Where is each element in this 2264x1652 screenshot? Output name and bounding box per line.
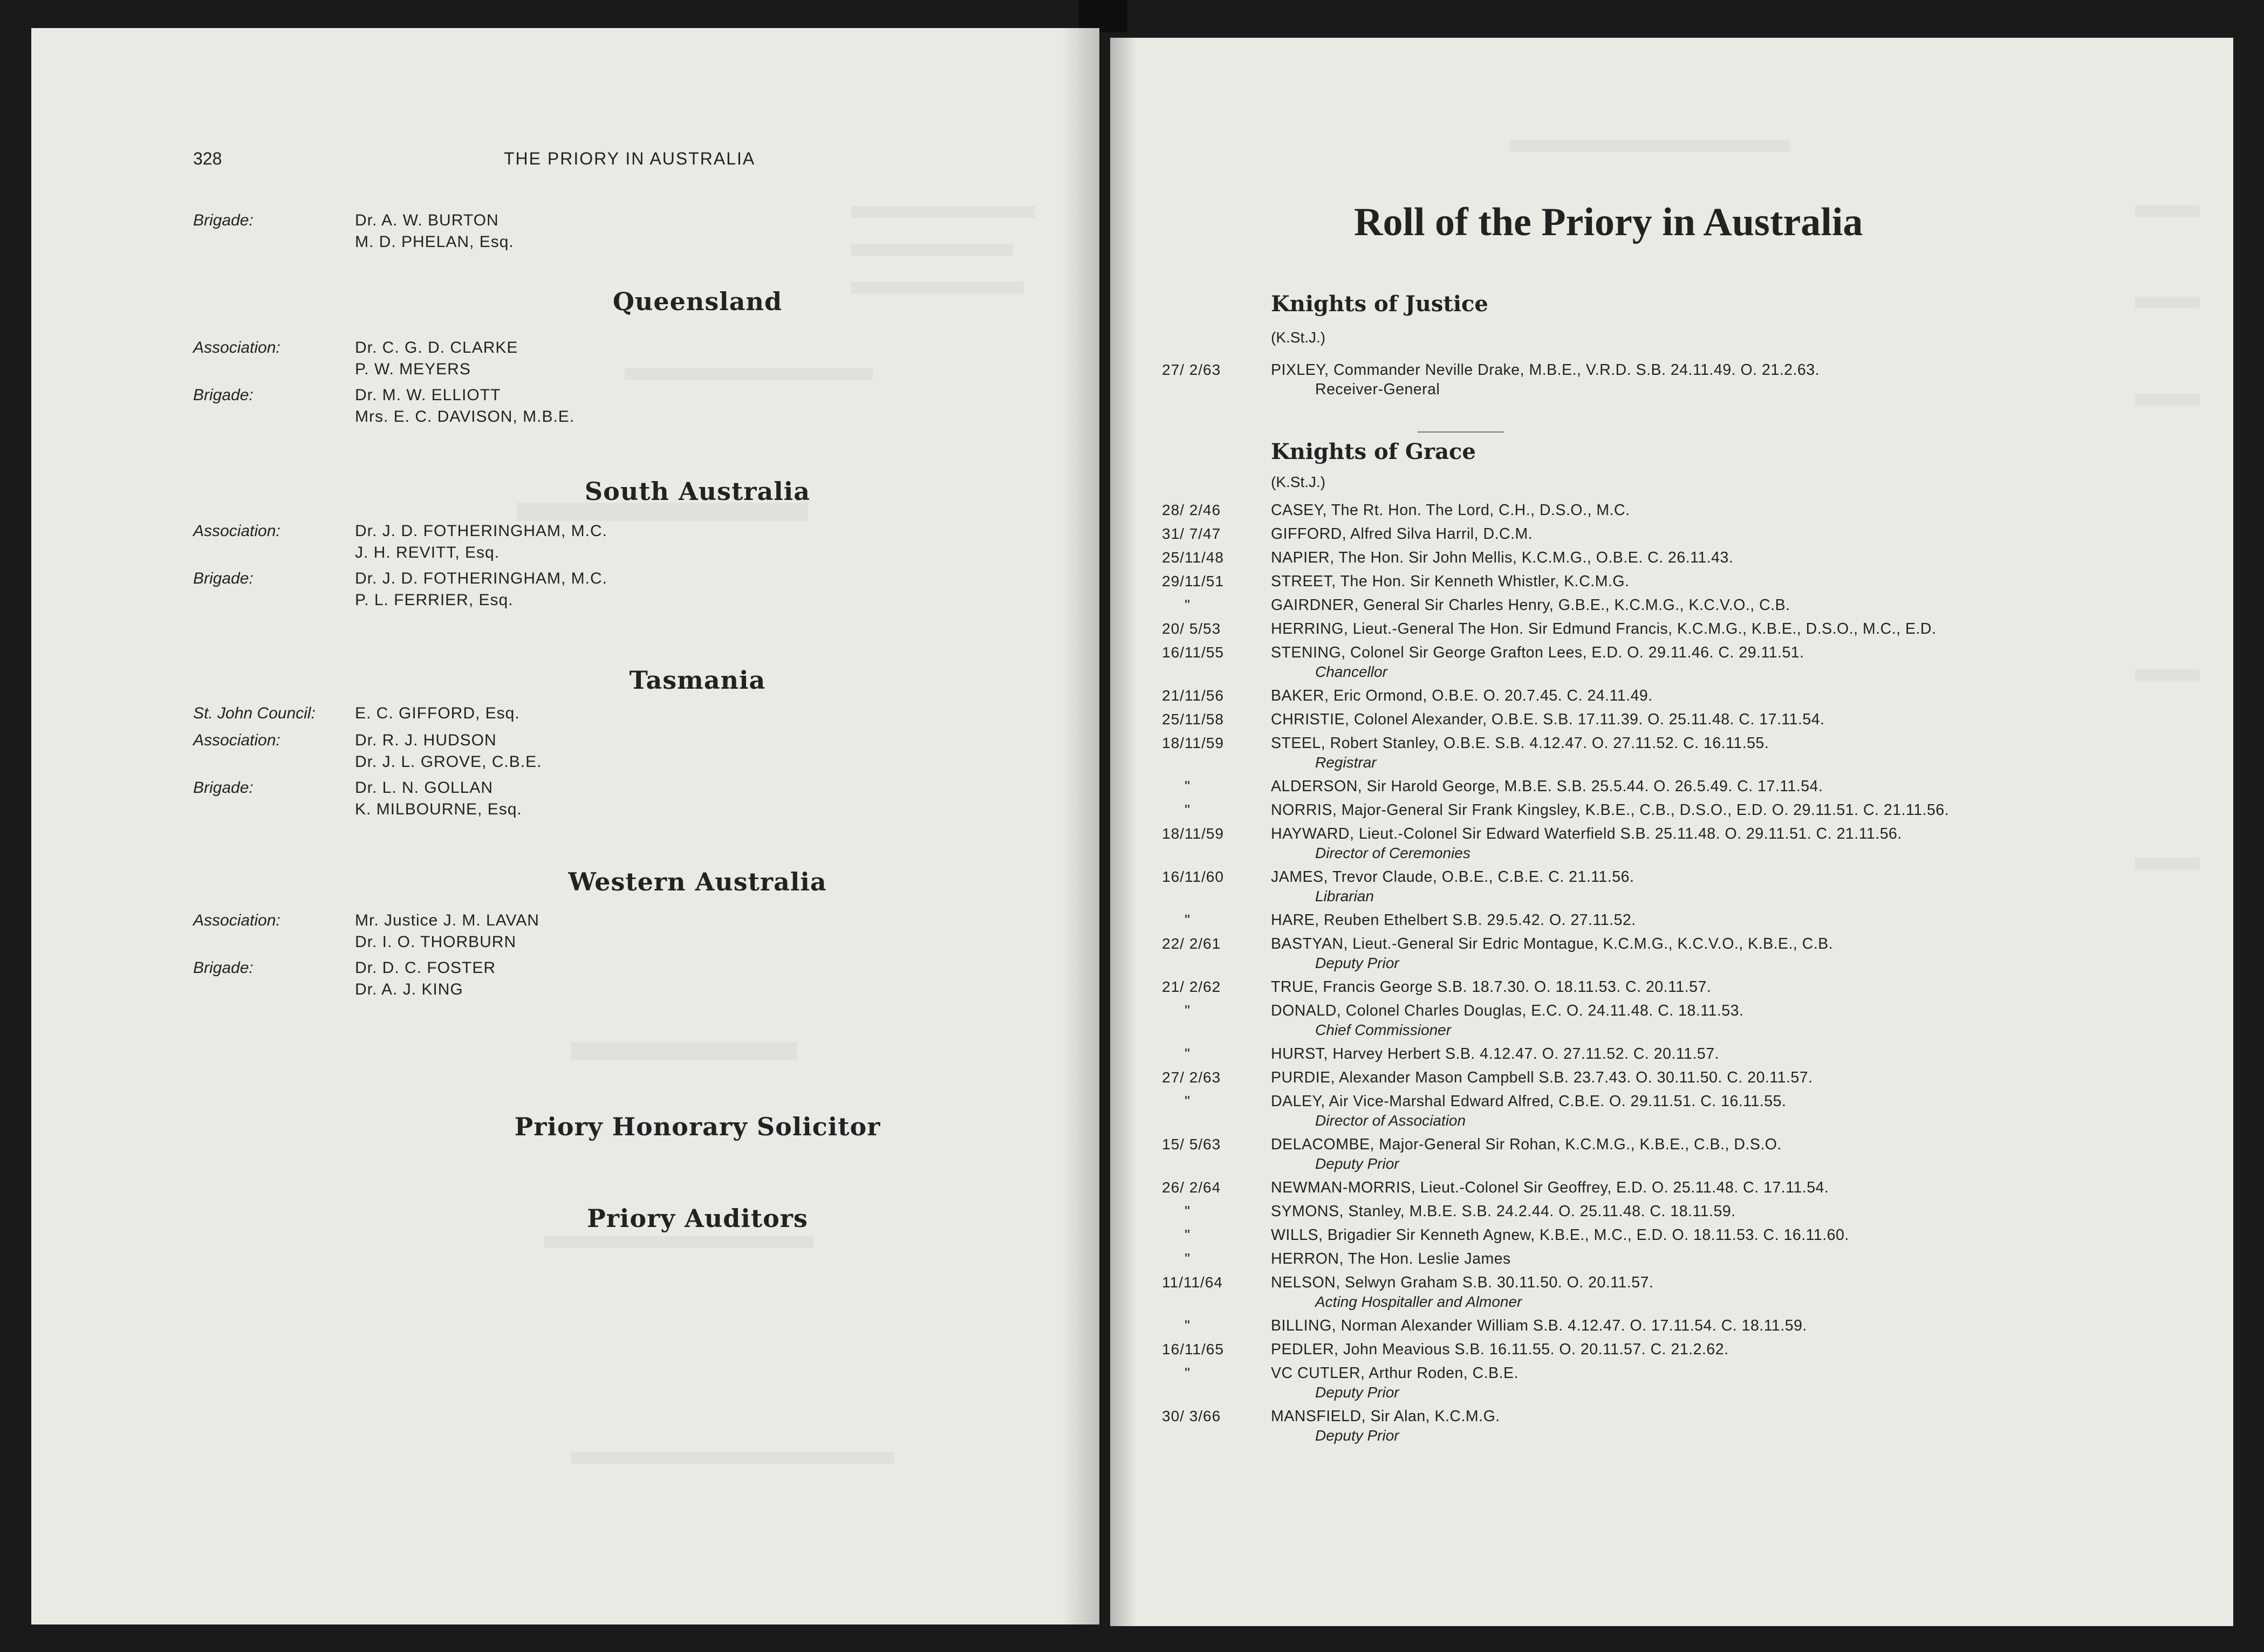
entry-text: MANSFIELD, Sir Alan, K.C.M.G. bbox=[1271, 1408, 1500, 1425]
entry-date: 31/ 7/47 bbox=[1162, 525, 1221, 542]
entry-text: VC CUTLER, Arthur Roden, C.B.E. bbox=[1271, 1365, 1519, 1382]
entry-text: DALEY, Air Vice-Marshal Edward Alfred, C.B.E. O. 29.11.51. C. 16.11.55. bbox=[1271, 1093, 1787, 1110]
officer-name: E. C. GIFFORD, Esq. bbox=[355, 704, 520, 722]
officer-name: Dr. I. O. THORBURN bbox=[355, 933, 517, 951]
entry-office: Chancellor bbox=[1315, 663, 1387, 680]
entry-text: HERRING, Lieut.-General The Hon. Sir Edmund Francis, K.C.M.G., K.B.E., D.S.O., M.C., E.D. bbox=[1271, 620, 1937, 638]
entry-date: 25/11/48 bbox=[1162, 549, 1224, 566]
entry-date: 26/ 2/64 bbox=[1162, 1179, 1221, 1196]
officer-name: Dr. A. W. BURTON bbox=[355, 211, 499, 229]
entry-text: NELSON, Selwyn Graham S.B. 30.11.50. O. 20.11.57. bbox=[1271, 1274, 1654, 1291]
entry-text: STEEL, Robert Stanley, O.B.E. S.B. 4.12.47. O. 27.11.52. C. 16.11.55. bbox=[1271, 735, 1769, 752]
entry-date: " bbox=[1185, 1317, 1191, 1334]
section-heading: South Australia bbox=[584, 477, 811, 506]
section-heading: Western Australia bbox=[568, 867, 827, 896]
officer-name: K. MILBOURNE, Esq. bbox=[355, 800, 522, 818]
entry-date: " bbox=[1185, 778, 1191, 794]
officer-name: M. D. PHELAN, Esq. bbox=[355, 233, 514, 251]
officer-name: P. L. FERRIER, Esq. bbox=[355, 591, 514, 609]
entry-text: GIFFORD, Alfred Silva Harril, D.C.M. bbox=[1271, 525, 1533, 543]
entry-date: " bbox=[1185, 1045, 1191, 1062]
gutter-shadow bbox=[1062, 28, 1099, 1624]
entry-date: " bbox=[1185, 597, 1191, 613]
entry-text: WILLS, Brigadier Sir Kenneth Agnew, K.B.E., M.C., E.D. O. 18.11.53. C. 16.11.60. bbox=[1271, 1226, 1849, 1244]
entry-date: 27/ 2/63 bbox=[1162, 361, 1221, 378]
entry-text: HAYWARD, Lieut.-Colonel Sir Edward Waterfield S.B. 25.11.48. O. 29.11.51. C. 21.11.56. bbox=[1271, 825, 1902, 842]
entry-office: Director of Ceremonies bbox=[1315, 845, 1470, 861]
officer-name: Dr. M. W. ELLIOTT bbox=[355, 386, 501, 404]
entry-text: PURDIE, Alexander Mason Campbell S.B. 23.7.43. O. 30.11.50. C. 20.11.57. bbox=[1271, 1069, 1813, 1086]
entry-date: 30/ 3/66 bbox=[1162, 1408, 1221, 1424]
entry-text: PIXLEY, Commander Neville Drake, M.B.E., V.R.D. S.B. 24.11.49. O. 21.2.63. bbox=[1271, 361, 1820, 379]
entry-date: " bbox=[1185, 911, 1191, 928]
officer-name: Dr. L. N. GOLLAN bbox=[355, 779, 494, 797]
gutter-shadow bbox=[1110, 38, 1137, 1626]
entry-date: 16/11/55 bbox=[1162, 644, 1224, 661]
entry-date: 16/11/65 bbox=[1162, 1341, 1224, 1358]
section-heading: Tasmania bbox=[629, 666, 766, 695]
entry-date: 18/11/59 bbox=[1162, 735, 1224, 751]
entry-office: Acting Hospitaller and Almoner bbox=[1315, 1293, 1522, 1310]
entry-date: " bbox=[1185, 801, 1191, 818]
entry-text: HURST, Harvey Herbert S.B. 4.12.47. O. 27.11.52. C. 20.11.57. bbox=[1271, 1045, 1720, 1063]
entry-date: 28/ 2/46 bbox=[1162, 502, 1221, 518]
entry-date: " bbox=[1185, 1365, 1191, 1381]
entry-office: Chief Commissioner bbox=[1315, 1022, 1452, 1038]
entry-date: 21/ 2/62 bbox=[1162, 978, 1221, 995]
entry-text: DELACOMBE, Major-General Sir Rohan, K.C.M.G., K.B.E., C.B., D.S.O. bbox=[1271, 1136, 1782, 1153]
justice-heading: Knights of Justice bbox=[1271, 291, 1488, 317]
entry-text: DONALD, Colonel Charles Douglas, E.C. O. 24.11.48. C. 18.11.53. bbox=[1271, 1002, 1744, 1019]
entry-text: NAPIER, The Hon. Sir John Mellis, K.C.M.G., O.B.E. C. 26.11.43. bbox=[1271, 549, 1734, 566]
page-title: Roll of the Priory in Australia bbox=[1354, 200, 1863, 244]
entry-date: 18/11/59 bbox=[1162, 825, 1224, 842]
role-label: Brigade: bbox=[193, 570, 254, 587]
entry-text: HARE, Reuben Ethelbert S.B. 29.5.42. O. 27.11.52. bbox=[1271, 911, 1636, 929]
entry-text: STREET, The Hon. Sir Kenneth Whistler, K.C.M.G. bbox=[1271, 573, 1630, 590]
role-label: St. John Council: bbox=[193, 704, 316, 722]
role-label: Association: bbox=[193, 731, 281, 749]
entry-text: ALDERSON, Sir Harold George, M.B.E. S.B. 25.5.44. O. 26.5.49. C. 17.11.54. bbox=[1271, 778, 1823, 795]
entry-date: 29/11/51 bbox=[1162, 573, 1224, 589]
entry-text: PEDLER, John Meavious S.B. 16.11.55. O. 20.11.57. C. 21.2.62. bbox=[1271, 1341, 1729, 1358]
role-label: Association: bbox=[193, 339, 281, 357]
entry-office: Receiver-General bbox=[1315, 381, 1440, 398]
entry-date: " bbox=[1185, 1203, 1191, 1219]
entry-date: 27/ 2/63 bbox=[1162, 1069, 1221, 1086]
page-number: 328 bbox=[193, 149, 222, 168]
officer-name: Dr. J. D. FOTHERINGHAM, M.C. bbox=[355, 522, 607, 540]
entry-text: BASTYAN, Lieut.-General Sir Edric Montague, K.C.M.G., K.C.V.O., K.B.E., C.B. bbox=[1271, 935, 1834, 952]
role-label: Brigade: bbox=[193, 211, 254, 229]
officer-name: Mrs. E. C. DAVISON, M.B.E. bbox=[355, 408, 575, 426]
entry-text: BILLING, Norman Alexander William S.B. 4.12.47. O. 17.11.54. C. 18.11.59. bbox=[1271, 1317, 1807, 1334]
entry-date: " bbox=[1185, 1250, 1191, 1267]
entry-date: " bbox=[1185, 1226, 1191, 1243]
right-page bbox=[1110, 38, 2233, 1626]
role-label: Association: bbox=[193, 522, 281, 540]
officer-name: J. H. REVITT, Esq. bbox=[355, 544, 500, 561]
entry-date: 21/11/56 bbox=[1162, 687, 1224, 704]
running-head: THE PRIORY IN AUSTRALIA bbox=[504, 149, 756, 168]
entry-date: 25/11/58 bbox=[1162, 711, 1224, 728]
entry-office: Librarian bbox=[1315, 888, 1374, 904]
entry-text: TRUE, Francis George S.B. 18.7.30. O. 18.11.53. C. 20.11.57. bbox=[1271, 978, 1712, 996]
entry-date: 16/11/60 bbox=[1162, 868, 1224, 885]
entry-office: Deputy Prior bbox=[1315, 955, 1399, 971]
entry-text: BAKER, Eric Ormond, O.B.E. O. 20.7.45. C. 24.11.49. bbox=[1271, 687, 1653, 704]
entry-text: NORRIS, Major-General Sir Frank Kingsley, K.B.E., C.B., D.S.O., E.D. O. 29.11.51. C. 21.11.56. bbox=[1271, 801, 1950, 819]
officer-name: Dr. J. L. GROVE, C.B.E. bbox=[355, 753, 542, 771]
role-label: Brigade: bbox=[193, 779, 254, 797]
officer-name: P. W. MEYERS bbox=[355, 360, 471, 378]
entry-text: SYMONS, Stanley, M.B.E. S.B. 24.2.44. O. 25.11.48. C. 18.11.59. bbox=[1271, 1203, 1736, 1220]
grace-heading: Knights of Grace bbox=[1271, 439, 1476, 464]
entry-office: Registrar bbox=[1315, 754, 1377, 771]
officer-name: Dr. A. J. KING bbox=[355, 981, 463, 998]
entry-text: CHRISTIE, Colonel Alexander, O.B.E. S.B. 17.11.39. O. 25.11.48. C. 17.11.54. bbox=[1271, 711, 1825, 728]
role-label: Brigade: bbox=[193, 386, 254, 404]
officer-name: Dr. J. D. FOTHERINGHAM, M.C. bbox=[355, 570, 607, 587]
entry-date: 11/11/64 bbox=[1162, 1274, 1223, 1291]
entry-date: 22/ 2/61 bbox=[1162, 935, 1221, 952]
role-label: Association: bbox=[193, 911, 281, 929]
entry-date: " bbox=[1185, 1002, 1191, 1019]
section-heading: Priory Auditors bbox=[587, 1204, 808, 1233]
section-heading: Queensland bbox=[612, 287, 783, 316]
role-label: Brigade: bbox=[193, 959, 254, 977]
entry-text: CASEY, The Rt. Hon. The Lord, C.H., D.S.O., M.C. bbox=[1271, 502, 1630, 519]
grace-abbr: (K.St.J.) bbox=[1271, 474, 1326, 490]
justice-abbr: (K.St.J.) bbox=[1271, 329, 1326, 346]
section-heading: Priory Honorary Solicitor bbox=[514, 1112, 881, 1141]
officer-name: Dr. R. J. HUDSON bbox=[355, 731, 497, 749]
entry-text: HERRON, The Hon. Leslie James bbox=[1271, 1250, 1511, 1267]
section-divider bbox=[1418, 431, 1504, 433]
entry-office: Deputy Prior bbox=[1315, 1384, 1399, 1401]
officer-name: Mr. Justice J. M. LAVAN bbox=[355, 911, 539, 929]
entry-text: GAIRDNER, General Sir Charles Henry, G.B.E., K.C.M.G., K.C.V.O., C.B. bbox=[1271, 597, 1790, 614]
entry-office: Deputy Prior bbox=[1315, 1155, 1399, 1172]
book-spine bbox=[1079, 0, 1127, 32]
entry-text: STENING, Colonel Sir George Grafton Lees, E.D. O. 29.11.46. C. 29.11.51. bbox=[1271, 644, 1804, 661]
left-page bbox=[31, 28, 1099, 1624]
officer-name: Dr. D. C. FOSTER bbox=[355, 959, 496, 977]
entry-office: Director of Association bbox=[1315, 1112, 1466, 1129]
entry-date: " bbox=[1185, 1093, 1191, 1109]
officer-name: Dr. C. G. D. CLARKE bbox=[355, 339, 518, 357]
entry-text: NEWMAN-MORRIS, Lieut.-Colonel Sir Geoffrey, E.D. O. 25.11.48. C. 17.11.54. bbox=[1271, 1179, 1829, 1196]
entry-date: 20/ 5/53 bbox=[1162, 620, 1221, 637]
entry-office: Deputy Prior bbox=[1315, 1427, 1399, 1444]
entry-date: 15/ 5/63 bbox=[1162, 1136, 1221, 1153]
entry-text: JAMES, Trevor Claude, O.B.E., C.B.E. C. 21.11.56. bbox=[1271, 868, 1634, 886]
